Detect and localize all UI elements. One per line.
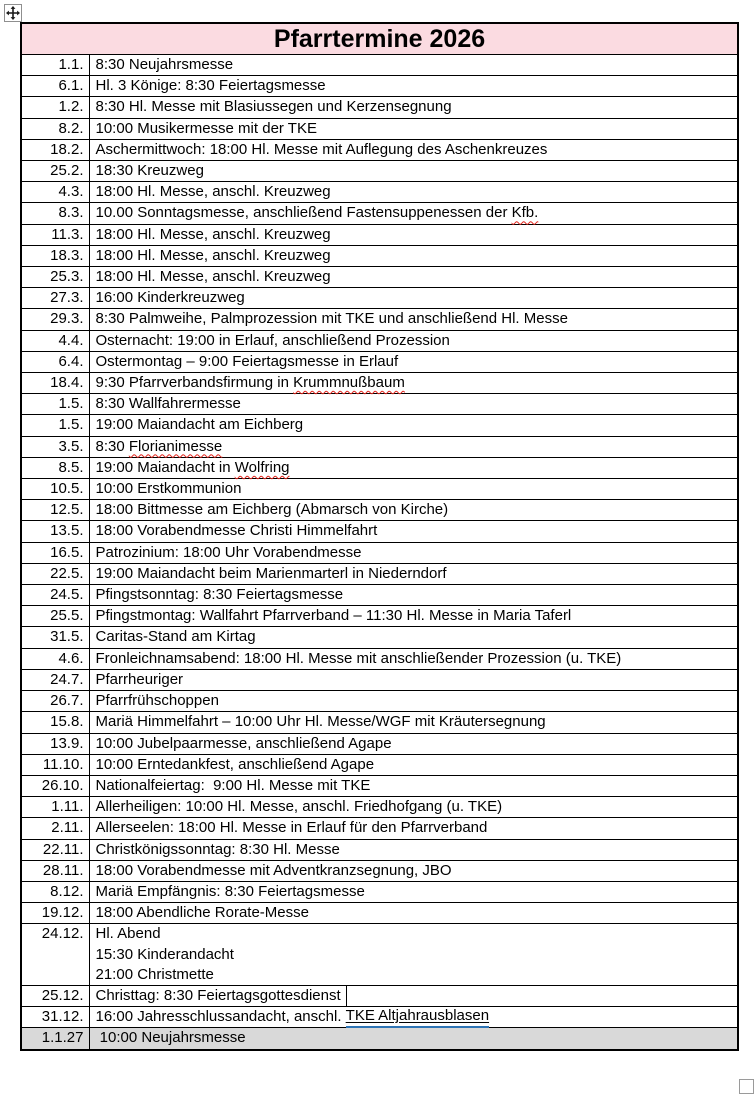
- event-cell[interactable]: [89, 224, 738, 245]
- event-cell[interactable]: [89, 139, 738, 160]
- date-cell[interactable]: 1.5.: [21, 394, 89, 415]
- event-line: [96, 691, 738, 711]
- event-cell[interactable]: [89, 754, 738, 775]
- date-cell[interactable]: 13.5.: [21, 521, 89, 542]
- table-row: [21, 1028, 738, 1050]
- event-cell[interactable]: [89, 818, 738, 839]
- termine-table-body: [21, 23, 738, 1050]
- date-cell[interactable]: 25.5.: [21, 606, 89, 627]
- event-text: Caritas-Stand am Kirtag: [95, 628, 256, 646]
- table-row: [21, 860, 738, 881]
- event-text: 8:30 Neujahrsmesse: [95, 56, 234, 73]
- event-text: Mariä Empfängnis: 8:30 Feiertagsmesse: [95, 882, 365, 900]
- event-text: 8:30 Hl. Messe mit Blasiussegen und Kerzensegnung: [95, 98, 452, 116]
- date-cell[interactable]: 4.3.: [21, 182, 89, 203]
- date-cell[interactable]: 25.12.: [21, 985, 89, 1006]
- date-cell[interactable]: 11.3.: [21, 224, 89, 245]
- spell-red-text: Wolfring: [234, 458, 290, 476]
- event-text: Pfingstmontag: Wallfahrt Pfarrverband – 11:30 Hl. Messe in Maria Taferl: [95, 607, 572, 625]
- date-cell[interactable]: 2.11.: [21, 818, 89, 839]
- date-cell[interactable]: 10.5.: [21, 479, 89, 500]
- spell-red-text: Kfb.: [511, 204, 539, 222]
- event-text: 18:00 Hl. Messe, anschl. Kreuzweg: [95, 183, 331, 201]
- date-cell[interactable]: 24.5.: [21, 585, 89, 606]
- event-line: [96, 309, 738, 329]
- event-text: Allerheiligen: 10:00 Hl. Messe, anschl. Friedhofgang (u. TKE): [95, 798, 503, 816]
- event-cell[interactable]: [89, 500, 738, 521]
- date-cell[interactable]: 15.8.: [21, 712, 89, 733]
- event-cell[interactable]: [89, 669, 738, 690]
- event-text: Nationalfeiertag: 9:00 Hl. Messe mit TKE: [95, 776, 371, 794]
- event-text: Pfarrheuriger: [95, 670, 184, 688]
- date-cell[interactable]: 4.6.: [21, 648, 89, 669]
- event-cell[interactable]: [89, 733, 738, 754]
- table-row: [21, 985, 738, 1006]
- event-line: [96, 734, 738, 754]
- event-line: [96, 797, 738, 817]
- event-line: [96, 161, 738, 181]
- date-cell[interactable]: 22.5.: [21, 563, 89, 584]
- event-line: [96, 373, 738, 393]
- table-row: [21, 161, 738, 182]
- table-row: [21, 479, 738, 500]
- date-cell[interactable]: 28.11.: [21, 860, 89, 881]
- date-cell[interactable]: 26.10.: [21, 775, 89, 796]
- date-cell[interactable]: 1.5.: [21, 415, 89, 436]
- date-cell[interactable]: 1.1.: [21, 55, 89, 76]
- event-text: Mariä Himmelfahrt – 10:00 Uhr Hl. Messe/WGF mit Kräutersegnung: [95, 713, 546, 731]
- event-text: 18:00 Abendliche Rorate-Messe: [95, 904, 309, 922]
- event-line: [96, 352, 738, 372]
- event-line: [96, 140, 738, 160]
- event-text: 18:00 Hl. Messe, anschl. Kreuzweg: [95, 268, 331, 286]
- event-cell[interactable]: [89, 373, 738, 394]
- event-line: [96, 945, 738, 965]
- event-line: [96, 649, 738, 669]
- event-text: Pfingstsonntag: 8:30 Feiertagsmesse: [95, 586, 344, 604]
- table-title-cell[interactable]: [21, 23, 738, 55]
- event-line: [96, 627, 738, 647]
- table-row: [21, 648, 738, 669]
- event-line: [96, 543, 738, 563]
- table-row: [21, 309, 738, 330]
- event-line: [96, 267, 738, 287]
- table-row: [21, 924, 738, 986]
- table-row: [21, 712, 738, 733]
- event-line: [96, 458, 738, 478]
- event-cell[interactable]: [89, 712, 738, 733]
- event-line: [96, 225, 738, 245]
- event-text: 10:00 Neujahrsmesse: [95, 1029, 246, 1047]
- table-row: [21, 436, 738, 457]
- date-cell[interactable]: 3.5.: [21, 436, 89, 457]
- table-row: [21, 754, 738, 775]
- date-cell[interactable]: 29.3.: [21, 309, 89, 330]
- table-row: [21, 691, 738, 712]
- table-row: [21, 627, 738, 648]
- date-cell[interactable]: 1.11.: [21, 797, 89, 818]
- event-text: Osternacht: 19:00 in Erlauf, anschließend Prozession: [95, 331, 450, 349]
- table-row: [21, 224, 738, 245]
- date-cell[interactable]: 6.4.: [21, 351, 89, 372]
- event-cell[interactable]: [89, 648, 738, 669]
- event-text: Patrozinium: 18:00 Uhr Vorabendmesse: [95, 543, 362, 561]
- event-line: [96, 55, 738, 75]
- date-cell[interactable]: 1.2.: [21, 97, 89, 118]
- table-row: [21, 203, 738, 224]
- table-row: [21, 733, 738, 754]
- date-cell[interactable]: 16.5.: [21, 542, 89, 563]
- table-row: [21, 903, 738, 924]
- table-row: [21, 542, 738, 563]
- event-line: [96, 246, 738, 266]
- event-text: 21:00 Christmette: [95, 965, 214, 983]
- table-row: [21, 521, 738, 542]
- table-row: [21, 76, 738, 97]
- table-row: [21, 881, 738, 902]
- date-cell[interactable]: 8.3.: [21, 203, 89, 224]
- cell-split-border: [346, 986, 347, 1006]
- table-row: [21, 839, 738, 860]
- date-cell[interactable]: 6.1.: [21, 76, 89, 97]
- date-cell[interactable]: 27.3.: [21, 288, 89, 309]
- date-cell[interactable]: 25.3.: [21, 267, 89, 288]
- event-text: Hl. Abend: [95, 925, 161, 943]
- event-line: [96, 1007, 738, 1027]
- date-cell[interactable]: 18.2.: [21, 139, 89, 160]
- event-cell[interactable]: [89, 436, 738, 457]
- date-cell[interactable]: 11.10.: [21, 754, 89, 775]
- event-cell[interactable]: [89, 903, 738, 924]
- event-line: [96, 818, 738, 838]
- event-line: [96, 965, 738, 985]
- date-cell[interactable]: 12.5.: [21, 500, 89, 521]
- event-line: [96, 840, 738, 860]
- event-line: [96, 903, 738, 923]
- table-row: [21, 373, 738, 394]
- date-cell[interactable]: 18.4.: [21, 373, 89, 394]
- event-cell[interactable]: [89, 394, 738, 415]
- event-cell[interactable]: [89, 76, 738, 97]
- event-line: [96, 585, 738, 605]
- date-cell[interactable]: 22.11.: [21, 839, 89, 860]
- date-cell[interactable]: 24.12.: [21, 924, 89, 986]
- event-line: [96, 415, 738, 435]
- table-row: [21, 563, 738, 584]
- event-line: [96, 394, 738, 414]
- event-text: 18:30 Kreuzweg: [95, 162, 204, 180]
- event-line: [96, 861, 738, 881]
- event-text: 10:00 Musikermesse mit der TKE: [95, 119, 317, 137]
- event-text: Allerseelen: 18:00 Hl. Messe in Erlauf für den Pfarrverband: [95, 819, 488, 837]
- event-cell[interactable]: [89, 97, 738, 118]
- event-text: 18:00 Hl. Messe, anschl. Kreuzweg: [95, 225, 331, 243]
- event-cell[interactable]: [89, 1007, 738, 1028]
- event-cell[interactable]: [89, 606, 738, 627]
- event-text: 9:30 Pfarrverbandsfirmung in: [95, 374, 294, 392]
- event-cell[interactable]: [89, 118, 738, 139]
- event-line: [96, 776, 738, 796]
- table-row: [21, 97, 738, 118]
- event-line: [96, 288, 738, 308]
- event-cell[interactable]: [89, 521, 738, 542]
- date-cell[interactable]: 31.12.: [21, 1007, 89, 1028]
- event-cell[interactable]: [89, 245, 738, 266]
- page-title: Pfarrtermine 2026: [273, 25, 486, 53]
- table-row: [21, 797, 738, 818]
- date-cell[interactable]: 13.9.: [21, 733, 89, 754]
- event-text: 18:00 Hl. Messe, anschl. Kreuzweg: [95, 246, 331, 264]
- event-cell[interactable]: [89, 309, 738, 330]
- event-text: Christtag: 8:30 Feiertagsgottesdienst: [95, 986, 341, 1004]
- event-line: [96, 755, 738, 775]
- event-text: 19:00 Maiandacht am Eichberg: [95, 416, 304, 434]
- event-text: Aschermittwoch: 18:00 Hl. Messe mit Auflegung des Aschenkreuzes: [95, 140, 548, 158]
- event-cell[interactable]: [89, 797, 738, 818]
- event-cell[interactable]: [89, 55, 738, 76]
- event-line: [96, 203, 738, 223]
- event-line: [96, 606, 738, 626]
- event-cell[interactable]: [89, 627, 738, 648]
- event-cell[interactable]: [89, 691, 738, 712]
- event-line: [96, 564, 738, 584]
- event-line: [96, 119, 738, 139]
- event-cell[interactable]: [89, 203, 738, 224]
- event-text: Pfarrfrühschoppen: [95, 692, 219, 710]
- date-cell[interactable]: 8.12.: [21, 881, 89, 902]
- event-text: 8:30 Palmweihe, Palmprozession mit TKE und anschließend Hl. Messe: [95, 310, 568, 328]
- table-row: [21, 500, 738, 521]
- event-cell[interactable]: [89, 985, 738, 1006]
- event-line: [96, 331, 738, 351]
- event-text: 19:00 Maiandacht in: [95, 458, 235, 476]
- table-row: [21, 669, 738, 690]
- event-line: [96, 479, 738, 499]
- table-row: [21, 818, 738, 839]
- event-text: Fronleichnamsabend: 18:00 Hl. Messe mit anschließender Prozession (u. TKE): [95, 649, 622, 667]
- event-text: 19:00 Maiandacht beim Marienmarterl in Niederndorf: [95, 564, 447, 582]
- event-text: 8:30: [95, 437, 129, 455]
- event-text: 10:00 Jubelpaarmesse, anschließend Agape: [95, 734, 392, 752]
- table-row: [21, 585, 738, 606]
- table-row: [21, 351, 738, 372]
- event-cell[interactable]: [89, 415, 738, 436]
- event-line: [96, 437, 738, 457]
- table-move-handle[interactable]: [4, 4, 22, 22]
- event-cell[interactable]: [89, 479, 738, 500]
- event-cell[interactable]: [89, 563, 738, 584]
- event-text: 18:00 Vorabendmesse mit Adventkranzsegnung, JBO: [95, 861, 452, 879]
- date-cell[interactable]: 1.1.27: [21, 1028, 89, 1050]
- date-cell[interactable]: 19.12.: [21, 903, 89, 924]
- event-cell[interactable]: [89, 182, 738, 203]
- event-line: [96, 500, 738, 520]
- event-cell[interactable]: [89, 881, 738, 902]
- table-row: [21, 606, 738, 627]
- event-cell[interactable]: [89, 288, 738, 309]
- table-row: [21, 415, 738, 436]
- event-cell[interactable]: [89, 860, 738, 881]
- date-cell[interactable]: 31.5.: [21, 627, 89, 648]
- table-row: [21, 394, 738, 415]
- event-line: [96, 986, 738, 1006]
- event-line: [96, 182, 738, 202]
- event-line: [96, 521, 738, 541]
- move-icon: [6, 6, 20, 20]
- event-line: [96, 712, 738, 732]
- event-cell[interactable]: [89, 457, 738, 478]
- date-cell[interactable]: 24.7.: [21, 669, 89, 690]
- date-cell[interactable]: 18.3.: [21, 245, 89, 266]
- date-cell[interactable]: 8.5.: [21, 457, 89, 478]
- table-row: [21, 267, 738, 288]
- event-text: 15:30 Kinderandacht: [95, 945, 234, 963]
- event-cell[interactable]: [89, 924, 738, 986]
- event-cell[interactable]: [89, 585, 738, 606]
- table-row: [21, 118, 738, 139]
- date-cell[interactable]: 4.4.: [21, 330, 89, 351]
- event-cell[interactable]: [89, 542, 738, 563]
- event-text: Christkönigssonntag: 8:30 Hl. Messe: [95, 840, 340, 858]
- event-text: 16:00 Kinderkreuzweg: [95, 289, 245, 307]
- event-cell[interactable]: [89, 1028, 738, 1050]
- table-row: [21, 457, 738, 478]
- event-line: [96, 882, 738, 902]
- date-cell[interactable]: 25.2.: [21, 161, 89, 182]
- table-resize-handle[interactable]: [739, 1079, 754, 1094]
- event-cell[interactable]: [89, 330, 738, 351]
- date-cell[interactable]: 8.2.: [21, 118, 89, 139]
- table-row: [21, 245, 738, 266]
- event-text: 16:00 Jahresschlussandacht, anschl.: [95, 1008, 346, 1026]
- table-row: [21, 55, 738, 76]
- event-line: [96, 924, 738, 944]
- termine-table: [20, 22, 739, 1051]
- event-text: Ostermontag – 9:00 Feiertagsmesse in Erlauf: [95, 352, 399, 370]
- title-row: [21, 23, 738, 55]
- table-row: [21, 139, 738, 160]
- event-cell[interactable]: [89, 351, 738, 372]
- event-text: 18:00 Vorabendmesse Christi Himmelfahrt: [95, 522, 378, 540]
- table-row: [21, 1007, 738, 1028]
- event-line: [96, 1028, 738, 1048]
- event-text: 8:30 Wallfahrermesse: [95, 395, 241, 413]
- spell-red-text: Florianimesse: [128, 437, 223, 455]
- event-line: [96, 97, 738, 117]
- event-cell[interactable]: [89, 161, 738, 182]
- table-row: [21, 182, 738, 203]
- event-text: Hl. 3 Könige: 8:30 Feiertagsmesse: [95, 77, 326, 95]
- event-cell[interactable]: [89, 775, 738, 796]
- table-row: [21, 330, 738, 351]
- event-cell[interactable]: [89, 839, 738, 860]
- event-text: 10.00 Sonntagsmesse, anschließend Fastensuppenessen der: [95, 204, 512, 222]
- table-row: [21, 288, 738, 309]
- date-cell[interactable]: 26.7.: [21, 691, 89, 712]
- table-row: [21, 775, 738, 796]
- event-text: 10:00 Erstkommunion: [95, 480, 242, 498]
- event-text: 18:00 Bittmesse am Eichberg (Abmarsch von Kirche): [95, 501, 449, 519]
- event-line: [96, 76, 738, 96]
- event-text: 10:00 Erntedankfest, anschließend Agape: [95, 755, 375, 773]
- grammar-blue-text: TKE Altjahrausblasen: [346, 1006, 489, 1028]
- event-cell[interactable]: [89, 267, 738, 288]
- event-line: [96, 670, 738, 690]
- spell-red-text: Krummnußbaum: [293, 374, 405, 392]
